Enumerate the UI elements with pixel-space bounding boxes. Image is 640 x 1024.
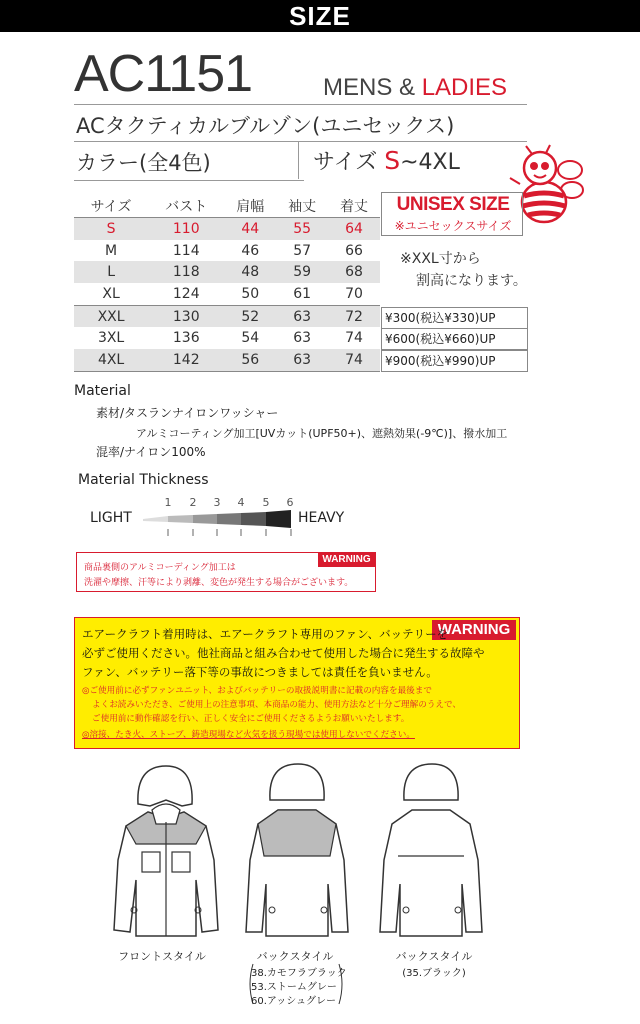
header-bust: バスト bbox=[165, 199, 208, 215]
table-cell: 68 bbox=[328, 261, 380, 283]
size-range-end: ~4XL bbox=[400, 150, 460, 175]
table-cell: 63 bbox=[293, 330, 312, 347]
gender-mens: MENS & bbox=[323, 74, 416, 101]
thickness-tick-3: 3 bbox=[213, 496, 221, 509]
warning-badge: WARNING bbox=[318, 553, 375, 567]
surcharge-note-line1: ※XXL寸から bbox=[400, 251, 481, 267]
header-shoulder: 肩幅 bbox=[236, 199, 265, 215]
table-cell: 114 bbox=[172, 242, 200, 259]
color-count: カラー(全4色) bbox=[76, 151, 211, 175]
aircraft-warning-line2: 必ずご使用ください。他社商品と組み合わせて使用した場合に発生する故障や bbox=[82, 646, 485, 660]
back-style-black-caption: バックスタイル bbox=[395, 950, 473, 963]
table-cell: S bbox=[74, 218, 148, 240]
table-cell: 54 bbox=[241, 330, 260, 347]
surcharge-note-line2: 割高になります。 bbox=[416, 273, 527, 289]
warning-badge: WARNING bbox=[432, 620, 516, 640]
size-table-header bbox=[74, 195, 380, 218]
thickness-tick-4: 4 bbox=[237, 496, 245, 509]
table-row bbox=[74, 261, 380, 283]
material-heading: Material bbox=[74, 383, 131, 399]
color-option: 53.ストームグレー bbox=[251, 982, 337, 993]
header-sleeve: 袖丈 bbox=[288, 199, 317, 215]
divider bbox=[298, 142, 299, 179]
table-cell: 74 bbox=[345, 330, 363, 347]
coating-warning-line2: 洗濯や摩擦、汗等により剥離、変色が発生する場合がございます。 bbox=[84, 578, 354, 588]
material-coating: アルミコーティング加工[UVカット(UPF50+)、遮熱効果(-9℃)]、撥水加工 bbox=[136, 427, 508, 440]
table-cell: XL bbox=[102, 285, 120, 302]
table-cell: 57 bbox=[293, 242, 312, 259]
table-cell: 136 bbox=[172, 330, 200, 347]
table-row bbox=[74, 283, 380, 305]
page-header: SIZE bbox=[0, 0, 640, 32]
front-jacket-illustration bbox=[96, 760, 236, 950]
aircraft-note-line2: よくお読みいただき、ご使用上の注意事項、本商品の能力、使用方法など十分ご理解のうえで、 bbox=[92, 700, 462, 710]
table-cell: 124 bbox=[172, 285, 200, 302]
table-cell: 63 bbox=[276, 305, 328, 327]
table-cell: 118 bbox=[148, 261, 224, 283]
table-row bbox=[74, 305, 380, 327]
material-fabric: 素材/タスランナイロンワッシャー bbox=[96, 406, 279, 420]
price-4xl: ¥900(税込¥990)UP bbox=[381, 350, 528, 372]
table-row bbox=[74, 240, 380, 262]
thickness-tick-2: 2 bbox=[189, 496, 197, 509]
table-cell: 44 bbox=[224, 218, 276, 240]
front-style-caption: フロントスタイル bbox=[118, 950, 206, 963]
table-cell: 66 bbox=[345, 242, 363, 259]
thickness-heading: Material Thickness bbox=[78, 472, 209, 488]
product-name: ACタクティカルブルゾン(ユニセックス) bbox=[76, 114, 455, 138]
thickness-tick-6: 6 bbox=[286, 496, 294, 509]
table-cell: 142 bbox=[148, 349, 224, 371]
divider bbox=[74, 104, 527, 105]
header-length: 着丈 bbox=[340, 199, 369, 215]
table-row bbox=[74, 327, 380, 349]
thickness-tick-5: 5 bbox=[262, 496, 270, 509]
black-color-label: (35.ブラック) bbox=[402, 968, 466, 979]
thickness-tick-1: 1 bbox=[164, 496, 172, 509]
table-cell: 70 bbox=[345, 285, 363, 302]
gender-label bbox=[323, 74, 507, 102]
table-cell: 56 bbox=[224, 349, 276, 371]
table-cell: 4XL bbox=[74, 349, 148, 371]
aircraft-note-line4: ◎溶接、たき火、ストーブ、鋳造現場など火気を扱う現場では使用しないでください。 bbox=[82, 730, 415, 740]
divider bbox=[74, 141, 527, 142]
back-jacket-illustration bbox=[232, 760, 362, 950]
table-cell: M bbox=[105, 242, 118, 259]
table-cell: 130 bbox=[148, 305, 224, 327]
thickness-heavy-label: HEAVY bbox=[298, 510, 345, 526]
size-range-prefix: サイズ bbox=[313, 150, 378, 175]
gender-ladies: LADIES bbox=[421, 74, 508, 101]
table-row bbox=[74, 349, 380, 371]
table-cell: 72 bbox=[328, 305, 380, 327]
table-cell: 50 bbox=[241, 285, 260, 302]
aircraft-warning-line3: ファン、バッテリー落下等の事故につきましては責任を負いません。 bbox=[82, 665, 438, 679]
model-number: AC1151 bbox=[74, 45, 253, 103]
table-cell: 55 bbox=[276, 218, 328, 240]
table-row bbox=[74, 218, 380, 240]
header-size: サイズ bbox=[90, 199, 132, 215]
color-option: 38.カモフラブラック bbox=[251, 968, 347, 979]
table-cell: L bbox=[74, 261, 148, 283]
table-cell: 3XL bbox=[97, 330, 125, 347]
aircraft-note-line1: ◎ご使用前に必ずファンユニット、およびバッテリーの取扱説明書に記載の内容を最後まで bbox=[82, 686, 432, 696]
table-cell: 63 bbox=[276, 349, 328, 371]
unisex-title: UNISEX SIZE bbox=[396, 194, 510, 215]
back-style-caption: バックスタイル bbox=[256, 950, 334, 963]
table-cell: 52 bbox=[224, 305, 276, 327]
table-cell: 74 bbox=[328, 349, 380, 371]
price-xxl: ¥300(税込¥330)UP bbox=[381, 307, 528, 329]
table-cell: 46 bbox=[241, 242, 260, 259]
table-cell: 59 bbox=[276, 261, 328, 283]
material-ratio: 混率/ナイロン100% bbox=[96, 445, 206, 459]
table-cell: 110 bbox=[148, 218, 224, 240]
size-table bbox=[74, 195, 380, 372]
table-cell: 64 bbox=[328, 218, 380, 240]
size-range bbox=[313, 145, 460, 176]
aircraft-note-line3: ご使用前に動作確認を行い、正しく安全にご使用くださるようお願いいたします。 bbox=[92, 714, 410, 724]
divider bbox=[74, 180, 304, 181]
coating-warning-line1: 商品裏側のアルミコーディング加工は bbox=[84, 563, 236, 573]
back-jacket-black-illustration bbox=[366, 760, 496, 950]
table-cell: 48 bbox=[224, 261, 276, 283]
size-range-start: S bbox=[384, 146, 401, 175]
unisex-subtitle: ※ユニセックスサイズ bbox=[394, 219, 512, 233]
table-cell: XXL bbox=[74, 305, 148, 327]
thickness-scale-bar bbox=[143, 510, 295, 538]
aircraft-warning-line1: エアークラフト着用時は、エアークラフト専用のファン、バッテリーを bbox=[82, 627, 449, 641]
color-option: 60.アッシュグレー bbox=[251, 996, 337, 1007]
price-3xl: ¥600(税込¥660)UP bbox=[381, 328, 528, 350]
thickness-light-label: LIGHT bbox=[90, 510, 132, 526]
table-cell: 61 bbox=[293, 285, 312, 302]
